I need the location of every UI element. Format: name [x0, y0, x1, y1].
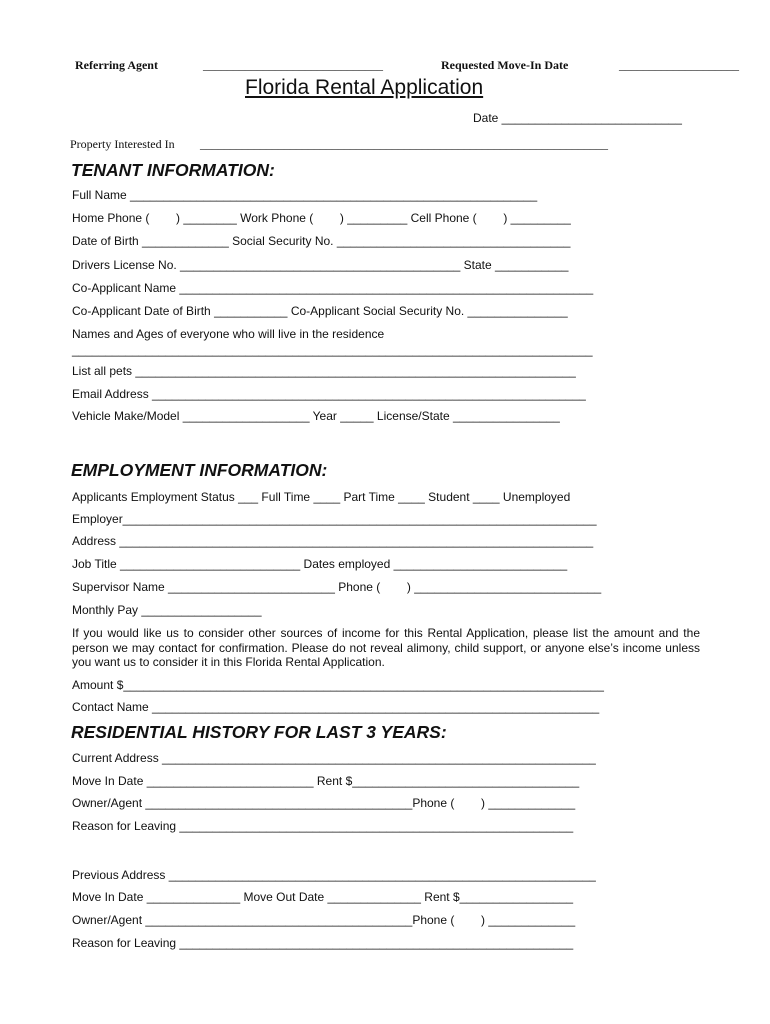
- tenant-heading: TENANT INFORMATION:: [71, 160, 275, 180]
- income-note: If you would like us to consider other sources of income for this Rental Application, please list the amount and the person we may contact for confirmation. Please do not reveal alimony, child support, or anyone else’s income unless you want us to consider it in this Florida Rental Application.: [72, 626, 700, 669]
- move-in-date-label: Requested Move-In Date: [441, 58, 569, 72]
- occupants-line[interactable]: ______________________________________________________________________________: [72, 343, 593, 357]
- property-line[interactable]: ____________________________________________________________________: [200, 137, 608, 151]
- job-title-field[interactable]: Job Title ___________________________ Dates employed __________________________: [72, 557, 568, 571]
- occupants-label: Names and Ages of everyone who will live in the residence: [72, 327, 385, 341]
- previous-reason-leaving-field[interactable]: Reason for Leaving ___________________________________________________________: [72, 936, 574, 950]
- referring-agent-line[interactable]: ______________________________: [203, 58, 383, 72]
- previous-dates-rent-field[interactable]: Move In Date ______________ Move Out Date ______________ Rent $_________________: [72, 890, 574, 904]
- dob-ssn-fields[interactable]: Date of Birth _____________ Social Security No. ___________________________________: [72, 234, 571, 248]
- previous-owner-agent-field[interactable]: Owner/Agent ________________________________________Phone ( ) _____________: [72, 913, 576, 927]
- residential-heading: RESIDENTIAL HISTORY FOR LAST 3 YEARS:: [71, 722, 447, 742]
- previous-address-field[interactable]: Previous Address ________________________________________________________________: [72, 868, 596, 882]
- drivers-license-field[interactable]: Drivers License No. __________________________________________ State ___________: [72, 258, 569, 272]
- employment-status-field[interactable]: Applicants Employment Status ___ Full Time ____ Part Time ____ Student ____ Unemployed: [72, 490, 571, 504]
- monthly-pay-field[interactable]: Monthly Pay __________________: [72, 603, 262, 617]
- current-owner-agent-field[interactable]: Owner/Agent ________________________________________Phone ( ) _____________: [72, 796, 576, 810]
- pets-field[interactable]: List all pets __________________________________________________________________: [72, 364, 576, 378]
- vehicle-field[interactable]: Vehicle Make/Model ___________________ Year _____ License/State ________________: [72, 409, 560, 423]
- employment-heading: EMPLOYMENT INFORMATION:: [71, 460, 328, 480]
- page-title: Florida Rental Application: [245, 76, 484, 99]
- full-name-field[interactable]: Full Name _____________________________________________________________: [72, 188, 538, 202]
- email-field[interactable]: Email Address _________________________________________________________________: [72, 387, 586, 401]
- date-field[interactable]: Date ___________________________: [473, 111, 682, 125]
- current-address-field[interactable]: Current Address _________________________________________________________________: [72, 751, 596, 765]
- current-move-in-rent-field[interactable]: Move In Date _________________________ Rent $__________________________________: [72, 774, 580, 788]
- contact-name-field[interactable]: Contact Name ___________________________________________________________________: [72, 700, 600, 714]
- supervisor-field[interactable]: Supervisor Name _________________________ Phone ( ) ____________________________: [72, 580, 602, 594]
- co-applicant-dob-ssn-field[interactable]: Co-Applicant Date of Birth ___________ Co-Applicant Social Security No. _______________: [72, 304, 568, 318]
- employer-field[interactable]: Employer_______________________________________________________________________: [72, 512, 597, 526]
- property-label: Property Interested In: [70, 137, 175, 151]
- co-applicant-name-field[interactable]: Co-Applicant Name ______________________________________________________________: [72, 281, 594, 295]
- current-reason-leaving-field[interactable]: Reason for Leaving ___________________________________________________________: [72, 819, 574, 833]
- referring-agent-label: Referring Agent: [75, 58, 158, 72]
- employer-address-field[interactable]: Address _______________________________________________________________________: [72, 534, 594, 548]
- move-in-date-line[interactable]: ____________________: [619, 58, 739, 72]
- amount-field[interactable]: Amount $________________________________________________________________________: [72, 678, 604, 692]
- phone-fields[interactable]: Home Phone ( ) ________ Work Phone ( ) _________ Cell Phone ( ) _________: [72, 211, 571, 225]
